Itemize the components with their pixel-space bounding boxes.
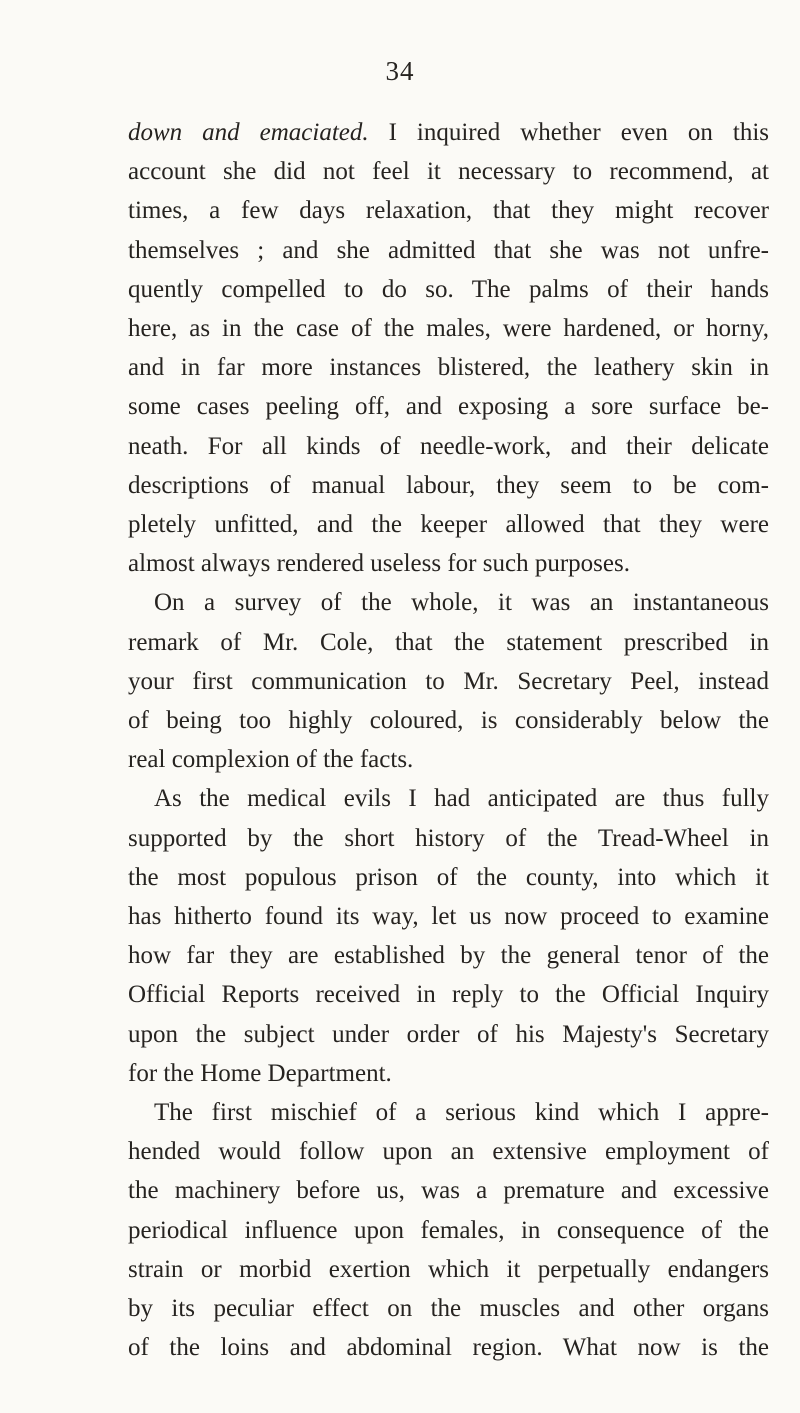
text-line-2: account she did not feel it necessary to recommend, at <box>128 158 769 186</box>
text-line-7: and in far more instances blistered, the leathery skin in <box>128 354 769 382</box>
text-line-17: real complexion of the facts. <box>128 746 414 774</box>
text-line-19: supported by the short history of the Tread-Wheel in <box>128 824 769 852</box>
text-block <box>128 113 769 1368</box>
text-line-29: periodical influence upon females, in consequence of the <box>128 1216 769 1244</box>
text-line-23: Official Reports received in reply to the Official Inquiry <box>128 981 769 1009</box>
text-line-26: The first mischief of a serious kind which I appre- <box>154 1099 769 1127</box>
text-line-4: themselves ; and she admitted that she was not unfre- <box>128 236 769 264</box>
text-line-28: the machinery before us, was a premature and excessive <box>128 1177 769 1205</box>
line-text: I inquired whether even on this <box>368 119 769 146</box>
text-line-1 <box>128 113 769 152</box>
text-line-8: some cases peeling off, and exposing a sore surface be- <box>128 393 769 421</box>
text-line-27: hended would follow upon an extensive employment of <box>128 1138 769 1166</box>
text-line-11: pletely unfitted, and the keeper allowed that they were <box>128 511 769 539</box>
text-line-3: times, a few days relaxation, that they might recover <box>128 197 769 225</box>
text-line-6: here, as in the case of the males, were hardened, or horny, <box>128 315 769 343</box>
text-line-5: quently compelled to do so. The palms of their hands <box>128 275 769 303</box>
text-line-13: On a survey of the whole, it was an instantaneous <box>154 589 769 617</box>
text-line-20: the most populous prison of the county, into which it <box>128 863 769 891</box>
text-line-22: how far they are established by the general tenor of the <box>128 942 769 970</box>
text-line-24: upon the subject under order of his Majesty's Secretary <box>128 1020 769 1048</box>
text-line-12: almost always rendered useless for such purposes. <box>128 550 630 578</box>
text-line-30: strain or morbid exertion which it perpetually endangers <box>128 1255 769 1283</box>
text-line-16: of being too highly coloured, is considerably below the <box>128 707 769 735</box>
text-line-18: As the medical evils I had anticipated are thus fully <box>154 785 769 813</box>
italic-phrase: down and emaciated. <box>128 119 369 146</box>
text-line-14: remark of Mr. Cole, that the statement prescribed in <box>128 628 769 656</box>
page-number: 34 <box>385 56 415 86</box>
text-line-31: by its peculiar effect on the muscles and other organs <box>128 1295 769 1323</box>
text-line-10: descriptions of manual labour, they seem to be com- <box>128 471 769 499</box>
text-line-21: has hitherto found its way, let us now proceed to examine <box>128 903 769 931</box>
text-line-15: your first communication to Mr. Secretary Peel, instead <box>128 667 769 695</box>
text-line-9: neath. For all kinds of needle-work, and their delicate <box>128 432 769 460</box>
text-line-25: for the Home Department. <box>128 1059 392 1087</box>
text-line-32: of the loins and abdominal region. What now is the <box>128 1334 769 1362</box>
